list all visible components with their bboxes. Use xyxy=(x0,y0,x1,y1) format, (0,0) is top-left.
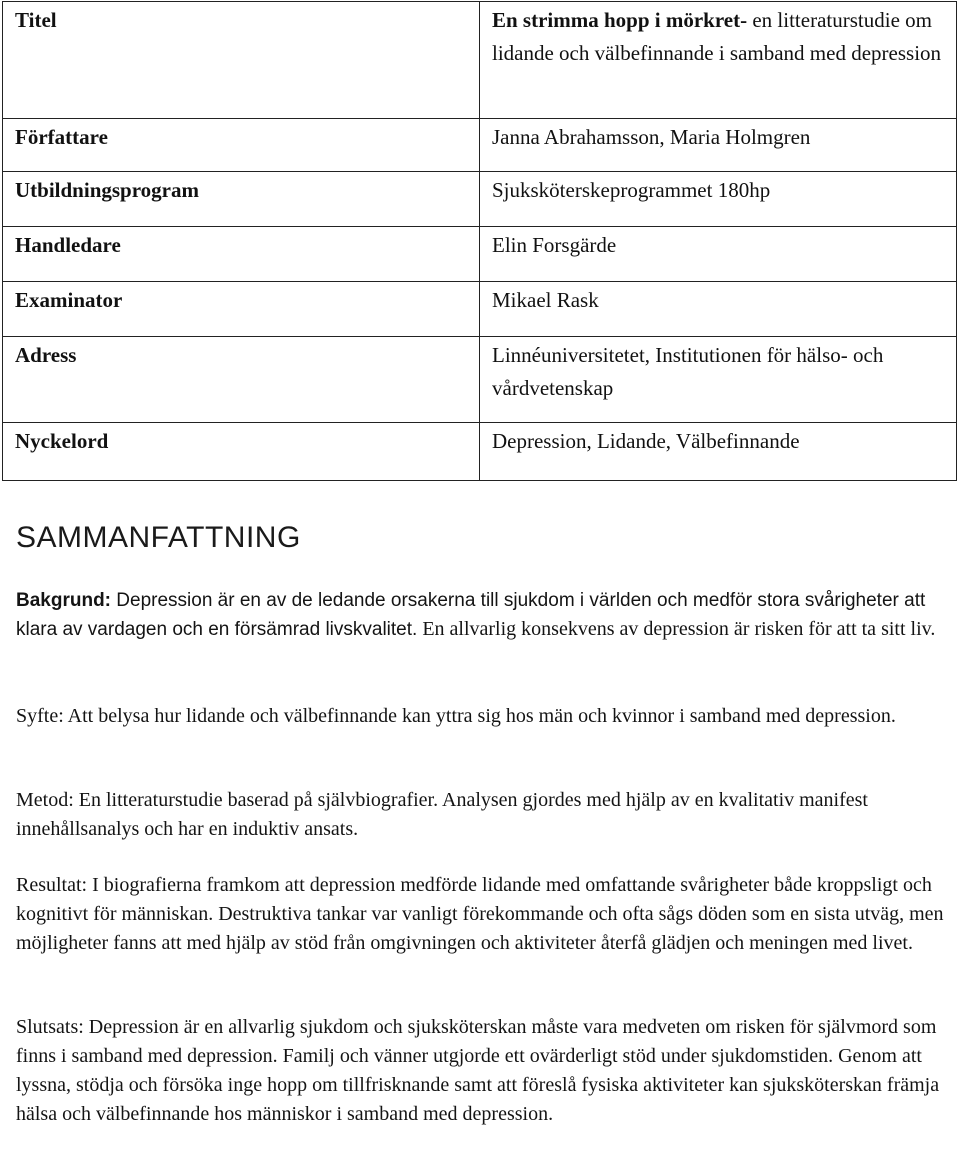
title-value xyxy=(480,2,957,119)
background-text-end: En allvarlig konsekvens av depression är risken för att ta sitt liv. xyxy=(417,618,936,640)
summary-heading: SAMMANFATTNING xyxy=(16,521,301,554)
table-row xyxy=(3,423,957,481)
table-row xyxy=(3,227,957,282)
results-label: Resultat: xyxy=(16,874,88,896)
examiner-value: Mikael Rask xyxy=(480,282,957,337)
conclusion-text: Depression är en allvarlig sjukdom och sjuksköterskan måste vara medveten om risken för självmord som finns i samband med depression. Familj och vänner utgjorde ett ovärderligt stöd under sjukdomstiden. Genom att lyssna, stödja och försöka inge hopp om tillfrisknande samt att föreslå fysiska aktiviteter kan sjuksköterskan främja hälsa och välbefinnande hos människor i samband med depression. xyxy=(16,1016,940,1125)
address-value: Linnéuniversitetet, Institutionen för hälso- och vårdvetenskap xyxy=(480,337,957,423)
method-paragraph xyxy=(16,786,951,844)
conclusion-label: Slutsats: xyxy=(16,1016,84,1038)
table-row xyxy=(3,2,957,119)
keywords-value: Depression, Lidande, Välbefinnande xyxy=(480,423,957,481)
row-label: Författare xyxy=(3,119,480,172)
authors-value: Janna Abrahamsson, Maria Holmgren xyxy=(480,119,957,172)
row-label: Titel xyxy=(3,2,480,119)
results-paragraph xyxy=(16,871,951,958)
background-label: Bakgrund: xyxy=(16,590,111,611)
supervisor-value: Elin Forsgärde xyxy=(480,227,957,282)
table-row xyxy=(3,337,957,423)
title-subtitle: en litteraturstudie om lidande och välbefinnande i samband med depression xyxy=(492,8,942,65)
aim-text: Att belysa hur lidande och välbefinnande kan yttra sig hos män och kvinnor i samband med depression. xyxy=(63,705,896,727)
row-label: Adress xyxy=(3,337,480,423)
aim-label: Syfte: xyxy=(16,705,64,727)
table-row xyxy=(3,172,957,227)
results-text: I biografierna framkom att depression medförde lidande med omfattande svårigheter både kroppsligt och kognitivt för människan. Destruktiva tankar var vanligt förekommande och ofta sågs döden som en sista utväg, men möjligheter fanns att med hjälp av stöd från omgivningen och aktiviteter återfå glädjen och meningen med livet. xyxy=(16,874,944,954)
row-label: Utbildningsprogram xyxy=(3,172,480,227)
table-row xyxy=(3,119,957,172)
method-label: Metod: xyxy=(16,789,74,811)
title-main: En strimma hopp i mörkret- xyxy=(492,8,748,32)
metadata-table xyxy=(2,1,957,481)
conclusion-paragraph xyxy=(16,1013,951,1129)
method-text: En litteraturstudie baserad på självbiografier. Analysen gjordes med hjälp av en kvalitativ manifest innehållsanalys och har en induktiv ansats. xyxy=(16,789,868,840)
row-label: Nyckelord xyxy=(3,423,480,481)
table-row xyxy=(3,282,957,337)
background-text: Depression är en av de ledande orsakerna till sjukdom i världen och medför stora svårigheter att klara av vardagen och en försämrad livskvalitet. xyxy=(16,590,926,640)
aim-paragraph xyxy=(16,702,951,731)
program-value: Sjuksköterskeprogrammet 180hp xyxy=(480,172,957,227)
row-label: Examinator xyxy=(3,282,480,337)
row-label: Handledare xyxy=(3,227,480,282)
background-paragraph xyxy=(16,586,951,644)
